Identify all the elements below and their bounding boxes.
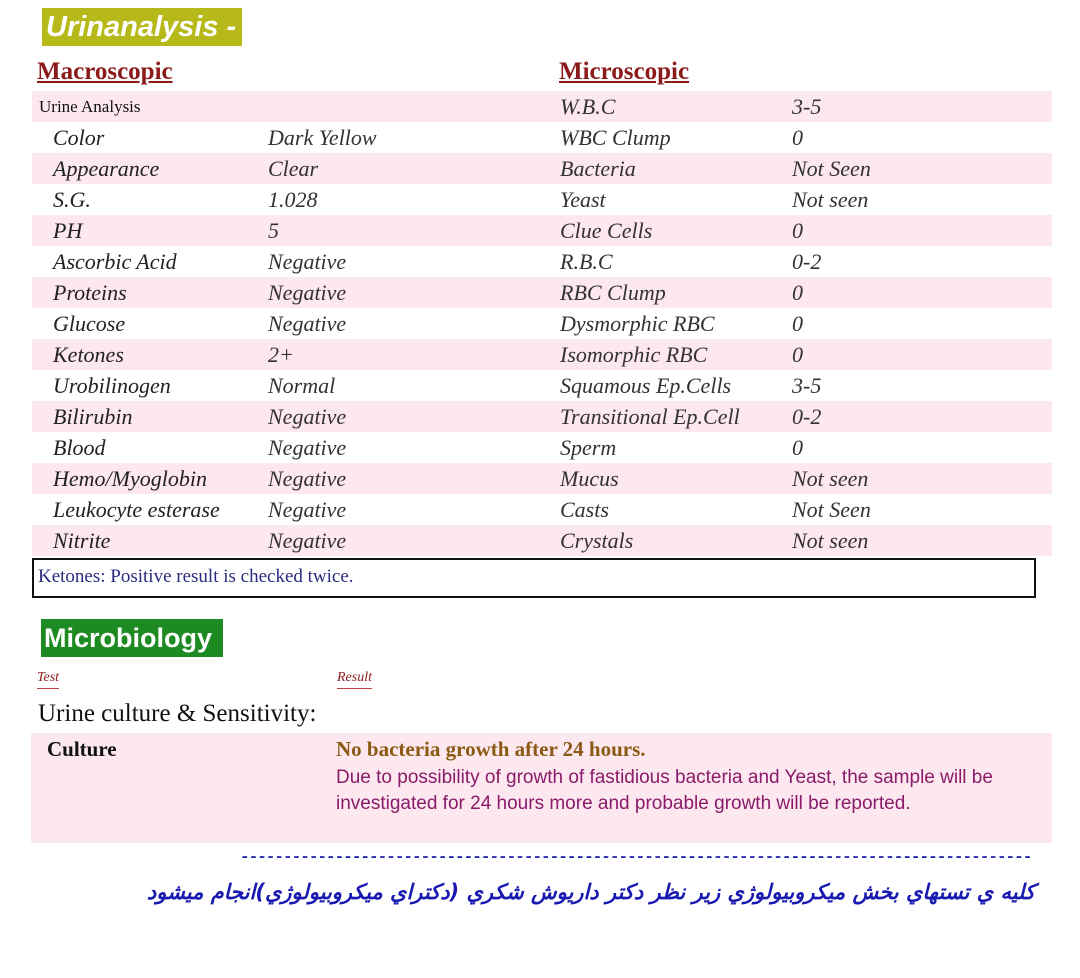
- micro-test: Bacteria: [560, 156, 636, 181]
- macro-test: Ascorbic Acid: [53, 249, 177, 274]
- micro-result: 0: [792, 218, 803, 243]
- table-row: [32, 153, 1052, 184]
- macro-test: Glucose: [53, 311, 126, 336]
- micro-result: 0: [792, 311, 803, 336]
- micro-test: Transitional Ep.Cell: [560, 404, 740, 429]
- table-row: [32, 370, 1052, 401]
- table-row: [32, 401, 1052, 432]
- micro-test: Sperm: [560, 435, 617, 460]
- macro-test: Ketones: [53, 342, 124, 367]
- micro-result: Not seen: [792, 187, 869, 212]
- table-row: [32, 277, 1052, 308]
- culture-label: Culture: [47, 737, 117, 761]
- macro-test: Bilirubin: [53, 404, 133, 429]
- table-row: [32, 463, 1052, 494]
- macro-result: Negative: [268, 435, 347, 460]
- micro-result: 0: [792, 342, 803, 367]
- macro-result: 1.028: [268, 187, 318, 212]
- table-row: [32, 308, 1052, 339]
- macro-test: Urobilinogen: [53, 373, 171, 398]
- result-column-header: Result: [337, 670, 372, 689]
- macro-test: S.G.: [53, 187, 91, 212]
- table-row: [32, 122, 1052, 153]
- micro-test: RBC Clump: [560, 280, 666, 305]
- macro-result: Negative: [268, 280, 347, 305]
- micro-result: 3-5: [792, 373, 822, 398]
- table-row: [32, 91, 1052, 122]
- table-row: [32, 432, 1052, 463]
- urinalysis-header: Urinanalysis -: [42, 8, 242, 46]
- macro-test: PH: [53, 218, 83, 243]
- macro-test: Hemo/Myoglobin: [53, 466, 207, 491]
- culture-result: No bacteria growth after 24 hours.: [336, 737, 646, 761]
- table-row: [32, 525, 1052, 556]
- microscopic-title: Microscopic: [559, 58, 690, 85]
- macro-result: Clear: [268, 156, 319, 181]
- micro-test: Dysmorphic RBC: [560, 311, 715, 336]
- macro-test: Leukocyte esterase: [53, 497, 220, 522]
- macro-test: Appearance: [53, 156, 160, 181]
- table-row: [32, 215, 1052, 246]
- test-column-header: Test: [37, 670, 59, 689]
- micro-test: Casts: [560, 497, 609, 522]
- macro-result: Negative: [268, 528, 347, 553]
- micro-test: Isomorphic RBC: [560, 342, 708, 367]
- results-table: [32, 91, 1052, 556]
- macro-result: Normal: [268, 373, 336, 398]
- table-row: [32, 494, 1052, 525]
- micro-result: 0: [792, 125, 803, 150]
- dashed-divider: --------------------------------------------------------------------------------------------: [240, 848, 1032, 866]
- macro-test: Color: [53, 125, 105, 150]
- micro-test: W.B.C: [560, 94, 616, 119]
- micro-result: Not seen: [792, 528, 869, 553]
- micro-result: 3-5: [792, 94, 822, 119]
- test-name: Urine culture & Sensitivity:: [38, 700, 317, 727]
- micro-result: 0: [792, 280, 803, 305]
- table-row: [32, 184, 1052, 215]
- macro-test: Proteins: [53, 280, 127, 305]
- micro-result: 0-2: [792, 249, 822, 274]
- micro-test: WBC Clump: [560, 125, 671, 150]
- table-row: [32, 339, 1052, 370]
- micro-result: 0: [792, 435, 803, 460]
- micro-test: Clue Cells: [560, 218, 653, 243]
- footer-arabic-note: كليه ي تستهاي بخش ميكروبيولوژي زير نظر دكتر داريوش شكري (دكتراي ميكروبيولوژي)انجام ميشود: [146, 880, 1035, 904]
- macro-result: Negative: [268, 249, 347, 274]
- micro-test: R.B.C: [560, 249, 613, 274]
- macro-result: Negative: [268, 404, 347, 429]
- micro-test: Squamous Ep.Cells: [560, 373, 732, 398]
- micro-result: Not Seen: [792, 497, 871, 522]
- micro-test: Mucus: [560, 466, 619, 491]
- macroscopic-title: Macroscopic: [37, 58, 173, 85]
- culture-row: [31, 733, 1052, 843]
- macro-test: Blood: [53, 435, 106, 460]
- macro-test: Nitrite: [53, 528, 111, 553]
- micro-test: Crystals: [560, 528, 634, 553]
- culture-note: Due to possibility of growth of fastidious bacteria and Yeast, the sample will be investigated for 24 hours more and probable growth will be reported.: [336, 767, 993, 814]
- table-row: [32, 246, 1052, 277]
- micro-test: Yeast: [560, 187, 606, 212]
- macro-result: Negative: [268, 497, 347, 522]
- micro-result: Not Seen: [792, 156, 871, 181]
- macro-result: Dark Yellow: [268, 125, 377, 150]
- microbiology-header: Microbiology: [41, 619, 223, 657]
- micro-result: Not seen: [792, 466, 869, 491]
- micro-result: 0-2: [792, 404, 822, 429]
- macro-result: 2+: [268, 342, 294, 367]
- macro-result: Negative: [268, 311, 347, 336]
- macro-test: Urine Analysis: [39, 97, 141, 116]
- macro-result: Negative: [268, 466, 347, 491]
- macro-result: 5: [268, 218, 279, 243]
- ketones-note: Ketones: Positive result is checked twice.: [32, 558, 1036, 598]
